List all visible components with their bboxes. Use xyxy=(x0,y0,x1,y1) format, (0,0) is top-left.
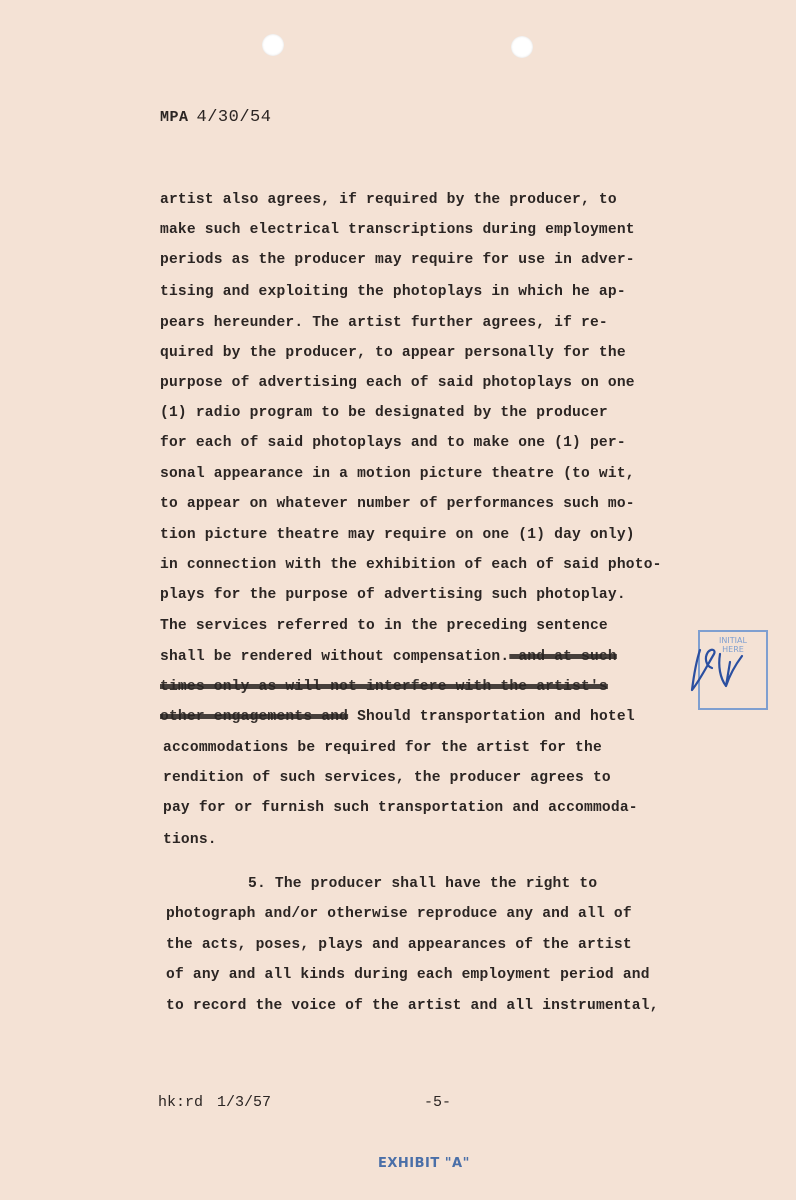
body-line: pears hereunder. The artist further agrees, if re- xyxy=(160,315,608,331)
header-date: 4/30/54 xyxy=(196,108,272,127)
paragraph-5-line: to record the voice of the artist and all instrumental, xyxy=(166,998,659,1014)
body-line: plays for the purpose of advertising such photoplay. xyxy=(160,587,626,603)
body-line-with-strike xyxy=(160,709,635,725)
body-line: in connection with the exhibition of each of said photo- xyxy=(160,557,662,573)
footer-initials: hk:rd xyxy=(158,1094,204,1111)
punch-hole-left xyxy=(262,34,284,56)
body-line: periods as the producer may require for use in adver- xyxy=(160,252,635,268)
footer-reference xyxy=(158,1094,271,1111)
handwritten-initials-icon xyxy=(690,642,750,698)
exhibit-stamp: EXHIBIT "A" xyxy=(378,1156,470,1171)
paragraph-5-line: 5. The producer shall have the right to xyxy=(248,876,598,892)
body-line: tising and exploiting the photoplays in which he ap- xyxy=(160,284,626,300)
body-line: rendition of such services, the producer agrees to xyxy=(163,770,611,786)
body-line: tions. xyxy=(163,832,217,848)
paragraph-5-line: the acts, poses, plays and appearances of the artist xyxy=(166,937,632,953)
body-line-with-strike xyxy=(160,649,617,665)
body-line: tion picture theatre may require on one (1) day only) xyxy=(160,527,635,543)
body-line-text: Should transportation and hotel xyxy=(348,709,635,725)
struck-line xyxy=(160,679,608,695)
body-line: The services referred to in the preceding sentence xyxy=(160,618,608,634)
page-number: -5- xyxy=(424,1094,452,1111)
struck-text: and at such xyxy=(509,649,617,665)
body-line: (1) radio program to be designated by the producer xyxy=(160,405,608,421)
body-line: accommodations be required for the artist for the xyxy=(163,740,602,756)
struck-text: other engagements and xyxy=(160,709,349,725)
body-line: pay for or furnish such transportation and accommoda- xyxy=(163,800,638,816)
footer-date: 1/3/57 xyxy=(217,1094,272,1111)
document-header xyxy=(160,108,271,127)
initial-stamp-label-line2: HERE xyxy=(722,645,744,654)
body-line: artist also agrees, if required by the producer, to xyxy=(160,192,617,208)
body-line: quired by the producer, to appear personally for the xyxy=(160,345,626,361)
struck-text: times only as will not interfere with the artist's xyxy=(160,679,608,695)
initial-stamp-label-line1: INITIAL xyxy=(719,636,747,645)
body-line: sonal appearance in a motion picture theatre (to wit, xyxy=(160,466,635,482)
body-line: for each of said photoplays and to make one (1) per- xyxy=(160,435,626,451)
body-line: make such electrical transcriptions during employment xyxy=(160,222,635,238)
paragraph-5-line: of any and all kinds during each employment period and xyxy=(166,967,650,983)
punch-hole-right xyxy=(511,36,533,58)
paragraph-5-line: photograph and/or otherwise reproduce any and all of xyxy=(166,906,632,922)
body-line: to appear on whatever number of performances such mo- xyxy=(160,496,635,512)
body-line: purpose of advertising each of said photoplays on one xyxy=(160,375,635,391)
body-line-text: shall be rendered without compensation. xyxy=(160,649,510,665)
header-code: MPA xyxy=(160,109,189,126)
